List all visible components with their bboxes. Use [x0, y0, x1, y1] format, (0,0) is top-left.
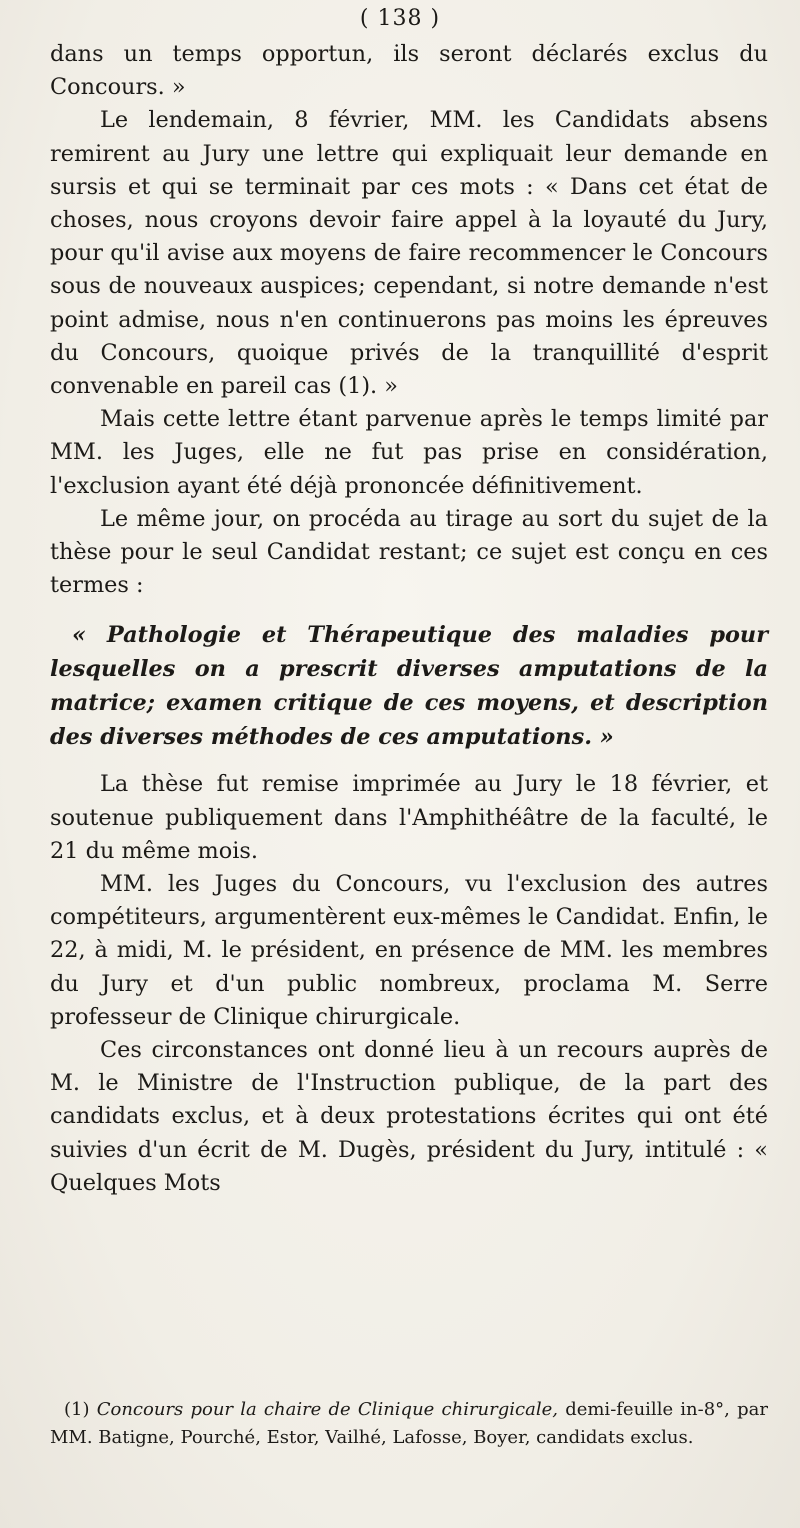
footnote-title: Concours pour la chaire de Clinique chirurgicale,: [96, 1399, 558, 1420]
body-text: [50, 38, 768, 1200]
paragraph-4: Le même jour, on procéda au tirage au sort du sujet de la thèse pour le seul Candidat restant; ce sujet est conçu en ces termes :: [50, 505, 768, 599]
footnote: [50, 1396, 768, 1452]
paragraph-2: Le lendemain, 8 février, MM. les Candidats absens remirent au Jury une lettre qui expliquait leur demande en sursis et qui se terminait par ces mots : « Dans cet état de choses, nous croyons devoir faire appel à la loyauté du Jury, pour qu'il avise aux moyens de faire recommencer le Concours sous de nouveaux auspices; cependant, si notre demande n'est point admise, nous n'en continuerons pas moins les épreuves du Concours, quoique privés de la tranquillité d'esprit convenable en pareil cas (1). »: [50, 107, 768, 400]
paragraph-6: MM. les Juges du Concours, vu l'exclusion des autres compétiteurs, argumentèrent eux-mêmes le Candidat. Enfin, le 22, à midi, M. le président, en présence de MM. les membres du Jury et d'un public nombreux, proclama M. Serre professeur de Clinique chirurgicale.: [50, 871, 768, 1030]
footnote-text: demi-feuille in-8°, par MM. Batigne, Pourché, Estor, Vailhé, Lafosse, Boyer, candidats exclus.: [50, 1399, 768, 1448]
paragraph-5: La thèse fut remise imprimée au Jury le 18 février, et soutenue publiquement dans l'Amphithéâtre de la faculté, le 21 du même mois.: [50, 771, 768, 864]
page-number: ( 138 ): [359, 6, 441, 31]
paragraph-7: Ces circonstances ont donné lieu à un recours auprès de M. le Ministre de l'Instruction publique, de la part des candidats exclus, et à deux protestations écrites qui ont été suivies d'un écrit de M. Dugès, président du Jury, intitulé : « Quelques Mots: [50, 1037, 768, 1196]
paragraph-3: Mais cette lettre étant parvenue après le temps limité par MM. les Juges, elle ne fut pas prise en considération, l'exclusion ayant été déjà prononcée définitivement.: [50, 406, 768, 499]
paragraph-1: dans un temps opportun, ils seront déclarés exclus du Concours. »: [50, 41, 768, 101]
footnote-marker: (1): [64, 1399, 90, 1420]
thesis-subject-quote: « Pathologie et Thérapeutique des maladies pour lesquelles on a prescrit diverses amputations de la matrice; examen critique de ces moyens, et description des diverses méthodes de ces amputations. »: [50, 622, 768, 751]
